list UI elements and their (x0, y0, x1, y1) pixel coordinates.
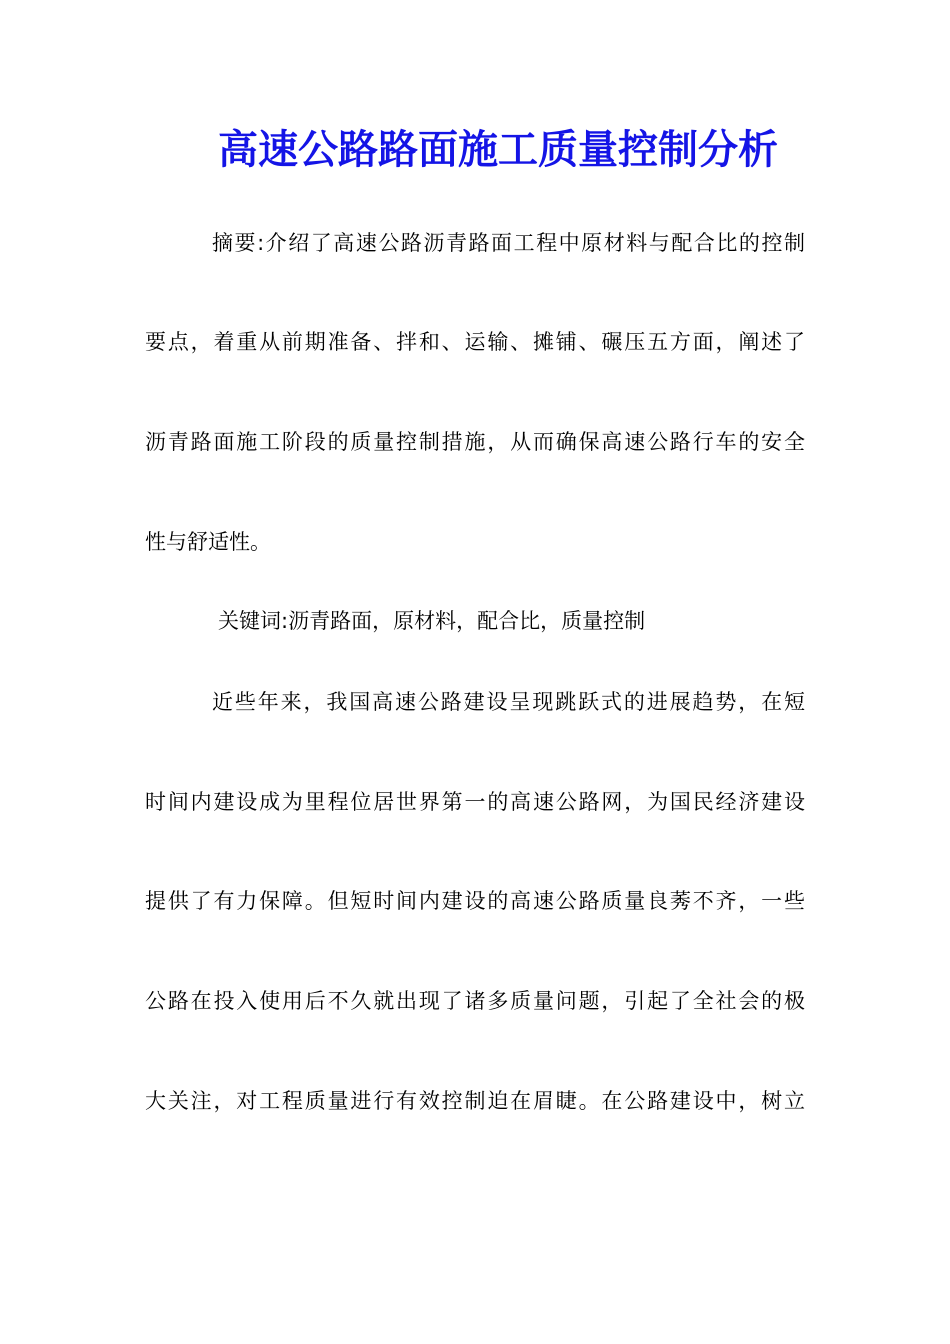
body-line-4: 公路在投入使用后不久就出现了诸多质量问题，引起了全社会的极 (145, 989, 805, 1013)
abstract-line-3: 沥青路面施工阶段的质量控制措施，从而确保高速公路行车的安全 (145, 430, 805, 454)
document-title: 高速公路路面施工质量控制分析 (218, 126, 778, 173)
body-line-3: 提供了有力保障。但短时间内建设的高速公路质量良莠不齐，一些 (145, 889, 805, 913)
abstract-line-1: 摘要:介绍了高速公路沥青路面工程中原材料与配合比的控制 (212, 231, 805, 255)
body-line-1: 近些年来，我国高速公路建设呈现跳跃式的进展趋势，在短 (212, 690, 805, 714)
abstract-line-4: 性与舒适性。 (145, 530, 271, 554)
body-line-2: 时间内建设成为里程位居世界第一的高速公路网，为国民经济建设 (145, 790, 805, 814)
abstract-line-2: 要点，着重从前期准备、拌和、运输、摊铺、碾压五方面，阐述了 (145, 330, 805, 354)
keywords-line: 关键词:沥青路面，原材料，配合比，质量控制 (218, 609, 646, 633)
body-line-5: 大关注，对工程质量进行有效控制迫在眉睫。在公路建设中，树立 (145, 1089, 805, 1113)
